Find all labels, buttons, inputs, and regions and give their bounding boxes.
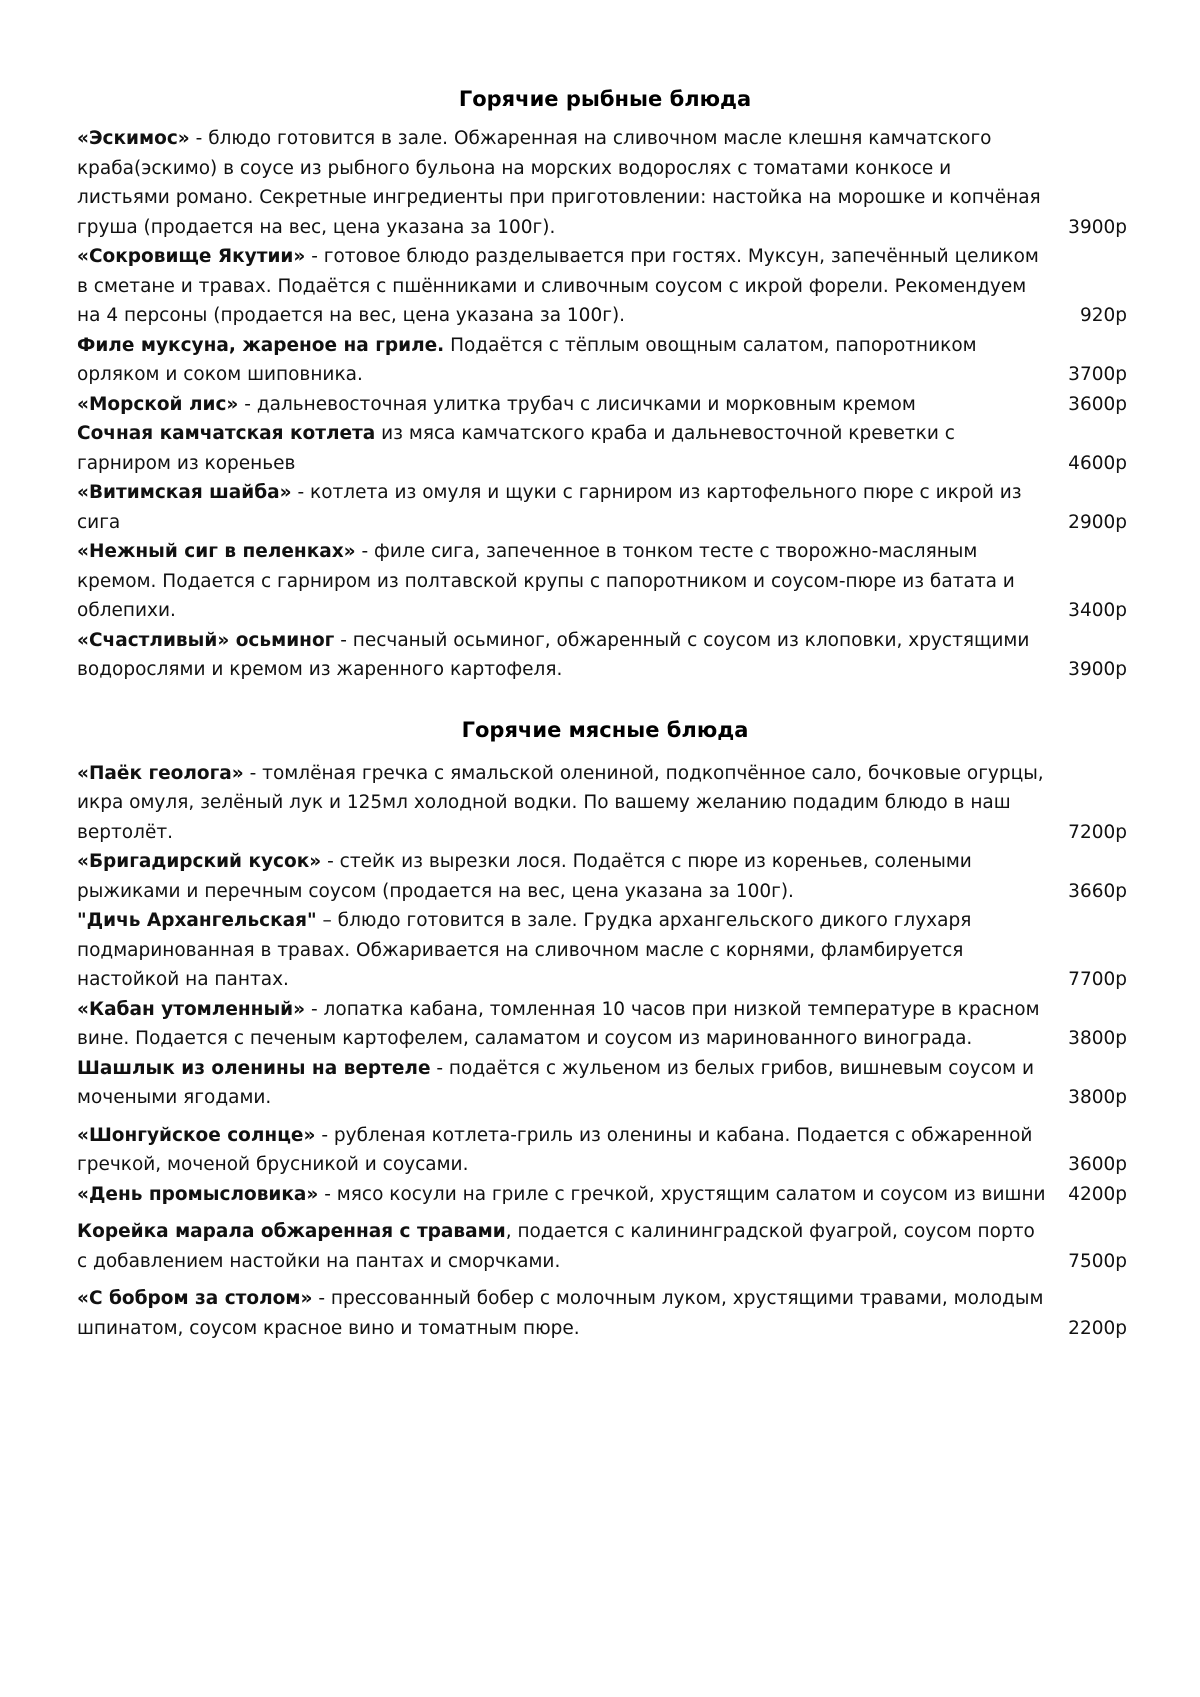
- menu-item: [77, 478, 1133, 537]
- menu-item-price: 3400р: [1068, 600, 1127, 621]
- menu-item: [77, 759, 1133, 848]
- section-title: Горячие мясные блюда: [461, 717, 749, 742]
- menu-item-price: 3700р: [1068, 364, 1127, 385]
- menu-item-name: «Эскимос»: [77, 128, 190, 149]
- menu-item-description: - готовое блюдо разделывается при гостях. Муксун, запечённый целиком в сметане и травах. Подаётся с пшённиками и сливочным соусом с икрой форели. Рекомендуем на 4 персоны (продается на вес, цена указана за 100г).: [77, 246, 1039, 326]
- menu-item-text: [77, 478, 1047, 537]
- menu-item: [77, 124, 1133, 242]
- menu-item-description: – блюдо готовится в зале. Грудка архангельского дикого глухаря подмаринованная в травах. Обжаривается на сливочном масле с корнями, фламбируется настойкой на пантах.: [77, 910, 972, 990]
- menu-item: [77, 906, 1133, 995]
- menu-item-name: «Кабан утомленный»: [77, 998, 306, 1020]
- menu-item-name: «Морской лис»: [77, 393, 239, 415]
- menu-item-name: «Счастливый» осьминог: [77, 629, 335, 651]
- menu-item-description: - лопатка кабана, томленная 10 часов при низкой температуре в красном вине. Подается с печеным картофелем, саламатом и соусом из маринованного винограда.: [77, 998, 1040, 1049]
- menu-item-text: [77, 1284, 1047, 1343]
- menu-item-price: 3900р: [1068, 216, 1127, 238]
- menu-item: [77, 1054, 1133, 1113]
- menu-item-text: [77, 1180, 1047, 1210]
- meat-section: [77, 715, 1133, 1344]
- menu-item-name: «Витимская шайба»: [77, 482, 292, 503]
- menu-item-price: 2900р: [1068, 511, 1127, 533]
- menu-list: [77, 124, 1133, 685]
- menu-item-description: - котлета из омуля и щуки с гарниром из картофельного пюре с икрой из сига: [77, 482, 1022, 533]
- menu-item-name: «Паёк геолога»: [77, 762, 244, 784]
- menu-item-text: [77, 1217, 1047, 1276]
- menu-item-price: 3800р: [1068, 1087, 1127, 1108]
- menu-item-name: «Нежный сиг в пеленках»: [77, 541, 356, 562]
- menu-item-price: 3600р: [1068, 393, 1127, 415]
- fish-section: [77, 84, 1133, 685]
- menu-item-name: «Шонгуйское солнце»: [77, 1124, 316, 1146]
- menu-item-price: 7500р: [1068, 1250, 1127, 1272]
- menu-item-description: - стейк из вырезки лося. Подаётся с пюре из кореньев, солеными рыжиками и перечным соусом (продается на вес, цена указана за 100г).: [77, 851, 972, 902]
- menu-item-name: "Дичь Архангельская": [77, 910, 317, 931]
- menu-item-price: 2200р: [1068, 1317, 1127, 1339]
- menu-item-text: [77, 847, 1047, 906]
- menu-item-description: - филе сига, запеченное в тонком тесте с творожно-масляным кремом. Подается с гарниром из полтавской крупы с папоротником и соусом-пюре из батата и облепихи.: [77, 541, 1015, 621]
- menu-item: [77, 537, 1133, 626]
- menu-item-description: Подаётся с тёплым овощным салатом, папоротником орляком и соком шиповника.: [77, 334, 977, 385]
- menu-item-description: - мясо косули на гриле с гречкой, хрустящим салатом и соусом из вишни: [318, 1183, 1046, 1205]
- menu-item-text: [77, 906, 1047, 995]
- menu-item-description: - прессованный бобер с молочным луком, хрустящими травами, молодым шпинатом, соусом красное вино и томатным пюре.: [77, 1288, 1044, 1339]
- menu-item-name: Сочная камчатская котлета: [77, 423, 376, 444]
- menu-item-description: - блюдо готовится в зале. Обжаренная на сливочном масле клешня камчатского краба(эскимо) в соусе из рыбного бульона на морских водорослях с томатами конкосе и листьями романо. Секретные ингредиенты при приготовлении: настойка на морошке и копчёная груша (продается на вес, цена указана за 100г).: [77, 128, 1041, 238]
- menu-item-description: - подаётся с жульеном из белых грибов, вишневым соусом и мочеными ягодами.: [77, 1057, 1034, 1108]
- menu-item: [77, 390, 1133, 420]
- menu-item-price: 3900р: [1068, 659, 1127, 680]
- menu-item-description: , подается с калининградской фуагрой, соусом порто с добавлением настойки на пантах и сморчками.: [77, 1221, 1035, 1272]
- menu-item-text: [77, 995, 1047, 1054]
- menu-item: [77, 1284, 1133, 1343]
- menu-item-price: 4600р: [1068, 452, 1127, 474]
- menu-item-name: Филе муксуна, жареное на гриле.: [77, 334, 445, 356]
- menu-item-text: [77, 124, 1047, 242]
- menu-item-text: [77, 331, 1047, 390]
- menu-item: [77, 847, 1133, 906]
- menu-item-description: - рубленая котлета-гриль из оленины и кабана. Подается с обжаренной гречкой, моченой брусникой и соусами.: [77, 1124, 1033, 1175]
- menu-item-text: [77, 419, 1047, 478]
- menu-item-description: - дальневосточная улитка трубач с лисичками и морковным кремом: [238, 393, 916, 415]
- section-title: Горячие рыбные блюда: [458, 87, 752, 111]
- menu-list: [77, 759, 1133, 1344]
- menu-item-name: «День промысловика»: [77, 1183, 319, 1205]
- menu-item: [77, 1121, 1133, 1180]
- menu-item-price: 3600р: [1068, 1154, 1127, 1175]
- menu-item-name: «Бригадирский кусок»: [77, 851, 322, 872]
- menu-item: [77, 419, 1133, 478]
- menu-item-price: 4200р: [1068, 1183, 1127, 1205]
- menu-item: [77, 1217, 1133, 1276]
- menu-item: [77, 1180, 1133, 1210]
- menu-item-price: 7200р: [1068, 821, 1127, 843]
- menu-item-price: 7700р: [1068, 969, 1127, 990]
- menu-item-name: «С бобром за столом»: [77, 1288, 313, 1309]
- menu-item-description: - песчаный осьминог, обжаренный с соусом из клоповки, хрустящими водорослями и кремом из жаренного картофеля.: [77, 629, 1030, 680]
- menu-item-name: «Сокровище Якутии»: [77, 246, 306, 267]
- menu-item-text: [77, 1054, 1047, 1113]
- menu-item: [77, 626, 1133, 685]
- menu-item: [77, 242, 1133, 331]
- menu-item-text: [77, 537, 1047, 626]
- menu-item-price: 3660р: [1068, 880, 1127, 902]
- menu-item: [77, 331, 1133, 390]
- menu-item-description: - томлёная гречка с ямальской олениной, подкопчённое сало, бочковые огурцы, икра омуля, зелёный лук и 125мл холодной водки. По вашему желанию подадим блюдо в наш вертолёт.: [77, 762, 1044, 843]
- menu-item-text: [77, 626, 1047, 685]
- menu-item-price: 3800р: [1068, 1028, 1127, 1049]
- menu-item-description: из мяса камчатского краба и дальневосточной креветки с гарниром из кореньев: [77, 423, 955, 474]
- menu-item-name: Корейка марала обжаренная с травами: [77, 1221, 506, 1242]
- menu-item-text: [77, 759, 1047, 848]
- menu-item: [77, 995, 1133, 1054]
- menu-item-price: 920р: [1079, 305, 1127, 326]
- menu-item-text: [77, 242, 1047, 331]
- menu-item-text: [77, 1121, 1047, 1180]
- menu-item-text: [77, 390, 1047, 420]
- menu-item-name: Шашлык из оленины на вертеле: [77, 1057, 431, 1079]
